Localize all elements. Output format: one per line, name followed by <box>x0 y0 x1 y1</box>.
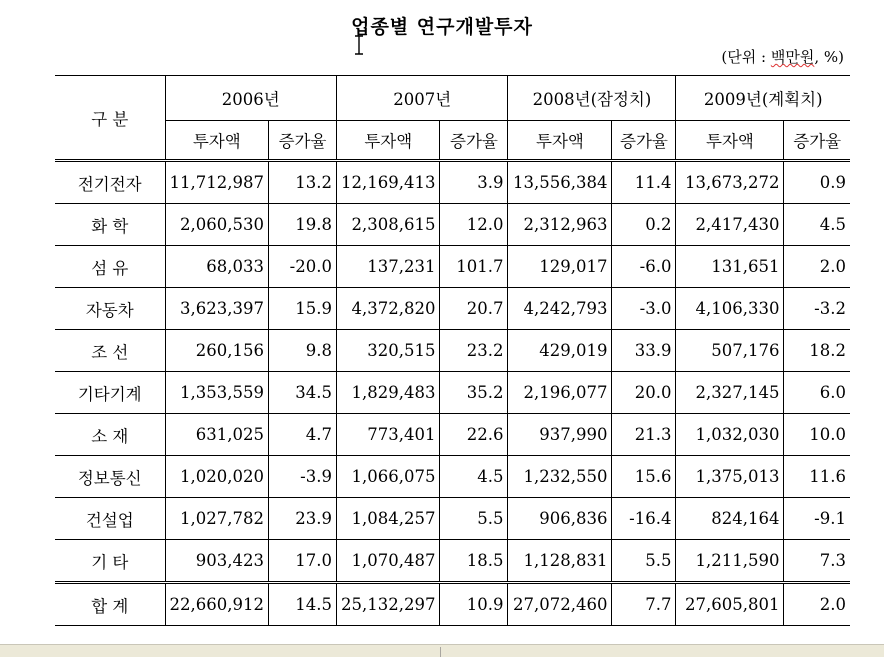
growth-rate-value: 101.7 <box>440 246 508 288</box>
growth-rate-value: 7.3 <box>784 540 850 583</box>
investment-value: 1,027,782 <box>165 498 268 540</box>
investment-value: 507,176 <box>676 330 784 372</box>
text-cursor-icon <box>353 35 365 55</box>
growth-rate-value: 5.5 <box>440 498 508 540</box>
growth-rate-value: 35.2 <box>440 372 508 414</box>
growth-rate-value: 17.0 <box>268 540 336 583</box>
investment-value: 1,375,013 <box>676 456 784 498</box>
investment-header: 투자액 <box>165 121 268 161</box>
investment-value: 27,072,460 <box>508 583 612 626</box>
investment-value: 1,066,075 <box>336 456 439 498</box>
growth-rate-value: 7.7 <box>612 583 676 626</box>
growth-rate-value: 23.9 <box>268 498 336 540</box>
growth-rate-value: 3.9 <box>440 161 508 204</box>
growth-rate-value: 20.0 <box>612 372 676 414</box>
investment-value: 1,070,487 <box>336 540 439 583</box>
growth-rate-value: -3.2 <box>784 288 850 330</box>
investment-value: 2,196,077 <box>508 372 612 414</box>
investment-value: 906,836 <box>508 498 612 540</box>
investment-value: 1,232,550 <box>508 456 612 498</box>
year-header: 2008년(잠정치) <box>508 76 676 121</box>
unit-suffix: , %) <box>814 48 844 66</box>
table-row <box>55 246 850 288</box>
investment-value: 137,231 <box>336 246 439 288</box>
table-row <box>55 414 850 456</box>
investment-value: 2,312,963 <box>508 204 612 246</box>
growth-rate-value: 4.5 <box>440 456 508 498</box>
growth-rate-value: 22.6 <box>440 414 508 456</box>
growth-rate-value: 9.8 <box>268 330 336 372</box>
investment-value: 22,660,912 <box>165 583 268 626</box>
unit-note <box>721 46 844 67</box>
growth-rate-value: 0.2 <box>612 204 676 246</box>
industry-name: 합 계 <box>55 583 165 626</box>
table-row <box>55 498 850 540</box>
year-header: 2007년 <box>336 76 507 121</box>
growth-rate-value: 6.0 <box>784 372 850 414</box>
industry-name: 전기전자 <box>55 161 165 204</box>
growth-rate-value: 10.0 <box>784 414 850 456</box>
growth-rate-value: -16.4 <box>612 498 676 540</box>
investment-value: 1,084,257 <box>336 498 439 540</box>
investment-value: 13,556,384 <box>508 161 612 204</box>
industry-name: 자동차 <box>55 288 165 330</box>
investment-value: 937,990 <box>508 414 612 456</box>
growth-rate-value: 20.7 <box>440 288 508 330</box>
year-header: 2006년 <box>165 76 336 121</box>
industry-name: 소 재 <box>55 414 165 456</box>
investment-value: 1,829,483 <box>336 372 439 414</box>
investment-value: 1,128,831 <box>508 540 612 583</box>
investment-header: 투자액 <box>336 121 439 161</box>
investment-value: 2,060,530 <box>165 204 268 246</box>
investment-value: 631,025 <box>165 414 268 456</box>
growth-rate-value: 2.0 <box>784 246 850 288</box>
investment-value: 260,156 <box>165 330 268 372</box>
investment-value: 129,017 <box>508 246 612 288</box>
investment-value: 25,132,297 <box>336 583 439 626</box>
industry-name: 기 타 <box>55 540 165 583</box>
investment-value: 824,164 <box>676 498 784 540</box>
growth-rate-value: -6.0 <box>612 246 676 288</box>
year-header: 2009년(계획치) <box>676 76 850 121</box>
growth-rate-value: 15.6 <box>612 456 676 498</box>
growth-rate-value: 11.4 <box>612 161 676 204</box>
industry-name: 건설업 <box>55 498 165 540</box>
growth-rate-value: 23.2 <box>440 330 508 372</box>
growth-rate-value: -3.0 <box>612 288 676 330</box>
growth-rate-value: 19.8 <box>268 204 336 246</box>
investment-value: 773,401 <box>336 414 439 456</box>
growth-rate-value: 13.2 <box>268 161 336 204</box>
growth-rate-value: 0.9 <box>784 161 850 204</box>
growth-header: 증가율 <box>268 121 336 161</box>
table-row <box>55 372 850 414</box>
growth-rate-value: 15.9 <box>268 288 336 330</box>
investment-value: 4,106,330 <box>676 288 784 330</box>
investment-value: 320,515 <box>336 330 439 372</box>
growth-rate-value: -9.1 <box>784 498 850 540</box>
industry-name: 조 선 <box>55 330 165 372</box>
industry-name: 화 학 <box>55 204 165 246</box>
table-row <box>55 161 850 204</box>
growth-header: 증가율 <box>784 121 850 161</box>
growth-header: 증가율 <box>612 121 676 161</box>
investment-header: 투자액 <box>676 121 784 161</box>
growth-rate-value: 21.3 <box>612 414 676 456</box>
investment-value: 2,327,145 <box>676 372 784 414</box>
investment-value: 4,242,793 <box>508 288 612 330</box>
growth-rate-value: 4.5 <box>784 204 850 246</box>
investment-value: 131,651 <box>676 246 784 288</box>
investment-value: 27,605,801 <box>676 583 784 626</box>
table-row <box>55 204 850 246</box>
table-row <box>55 330 850 372</box>
investment-value: 429,019 <box>508 330 612 372</box>
table-row <box>55 540 850 583</box>
total-row <box>55 583 850 626</box>
table-row <box>55 456 850 498</box>
industry-name: 기타기계 <box>55 372 165 414</box>
category-header: 구 분 <box>55 76 165 161</box>
growth-rate-value: 18.5 <box>440 540 508 583</box>
investment-value: 13,673,272 <box>676 161 784 204</box>
investment-value: 11,712,987 <box>165 161 268 204</box>
growth-rate-value: 18.2 <box>784 330 850 372</box>
investment-value: 68,033 <box>165 246 268 288</box>
investment-value: 12,169,413 <box>336 161 439 204</box>
growth-header: 증가율 <box>440 121 508 161</box>
growth-rate-value: 5.5 <box>612 540 676 583</box>
investment-value: 1,020,020 <box>165 456 268 498</box>
investment-value: 3,623,397 <box>165 288 268 330</box>
growth-rate-value: 14.5 <box>268 583 336 626</box>
industry-name: 정보통신 <box>55 456 165 498</box>
unit-prefix: (단위 : <box>721 48 771 66</box>
growth-rate-value: 33.9 <box>612 330 676 372</box>
growth-rate-value: 34.5 <box>268 372 336 414</box>
growth-rate-value: -3.9 <box>268 456 336 498</box>
investment-value: 903,423 <box>165 540 268 583</box>
window-bottom-bar <box>0 644 884 657</box>
investment-header: 투자액 <box>508 121 612 161</box>
growth-rate-value: -20.0 <box>268 246 336 288</box>
growth-rate-value: 10.9 <box>440 583 508 626</box>
investment-value: 4,372,820 <box>336 288 439 330</box>
growth-rate-value: 12.0 <box>440 204 508 246</box>
table-row <box>55 288 850 330</box>
growth-rate-value: 11.6 <box>784 456 850 498</box>
growth-rate-value: 2.0 <box>784 583 850 626</box>
unit-main: 백만원 <box>770 48 815 66</box>
investment-value: 1,353,559 <box>165 372 268 414</box>
rd-investment-table <box>55 75 850 626</box>
investment-value: 2,417,430 <box>676 204 784 246</box>
investment-value: 1,032,030 <box>676 414 784 456</box>
industry-name: 섬 유 <box>55 246 165 288</box>
growth-rate-value: 4.7 <box>268 414 336 456</box>
investment-value: 1,211,590 <box>676 540 784 583</box>
document-title: 업종별 연구개발투자 <box>351 16 533 38</box>
investment-value: 2,308,615 <box>336 204 439 246</box>
